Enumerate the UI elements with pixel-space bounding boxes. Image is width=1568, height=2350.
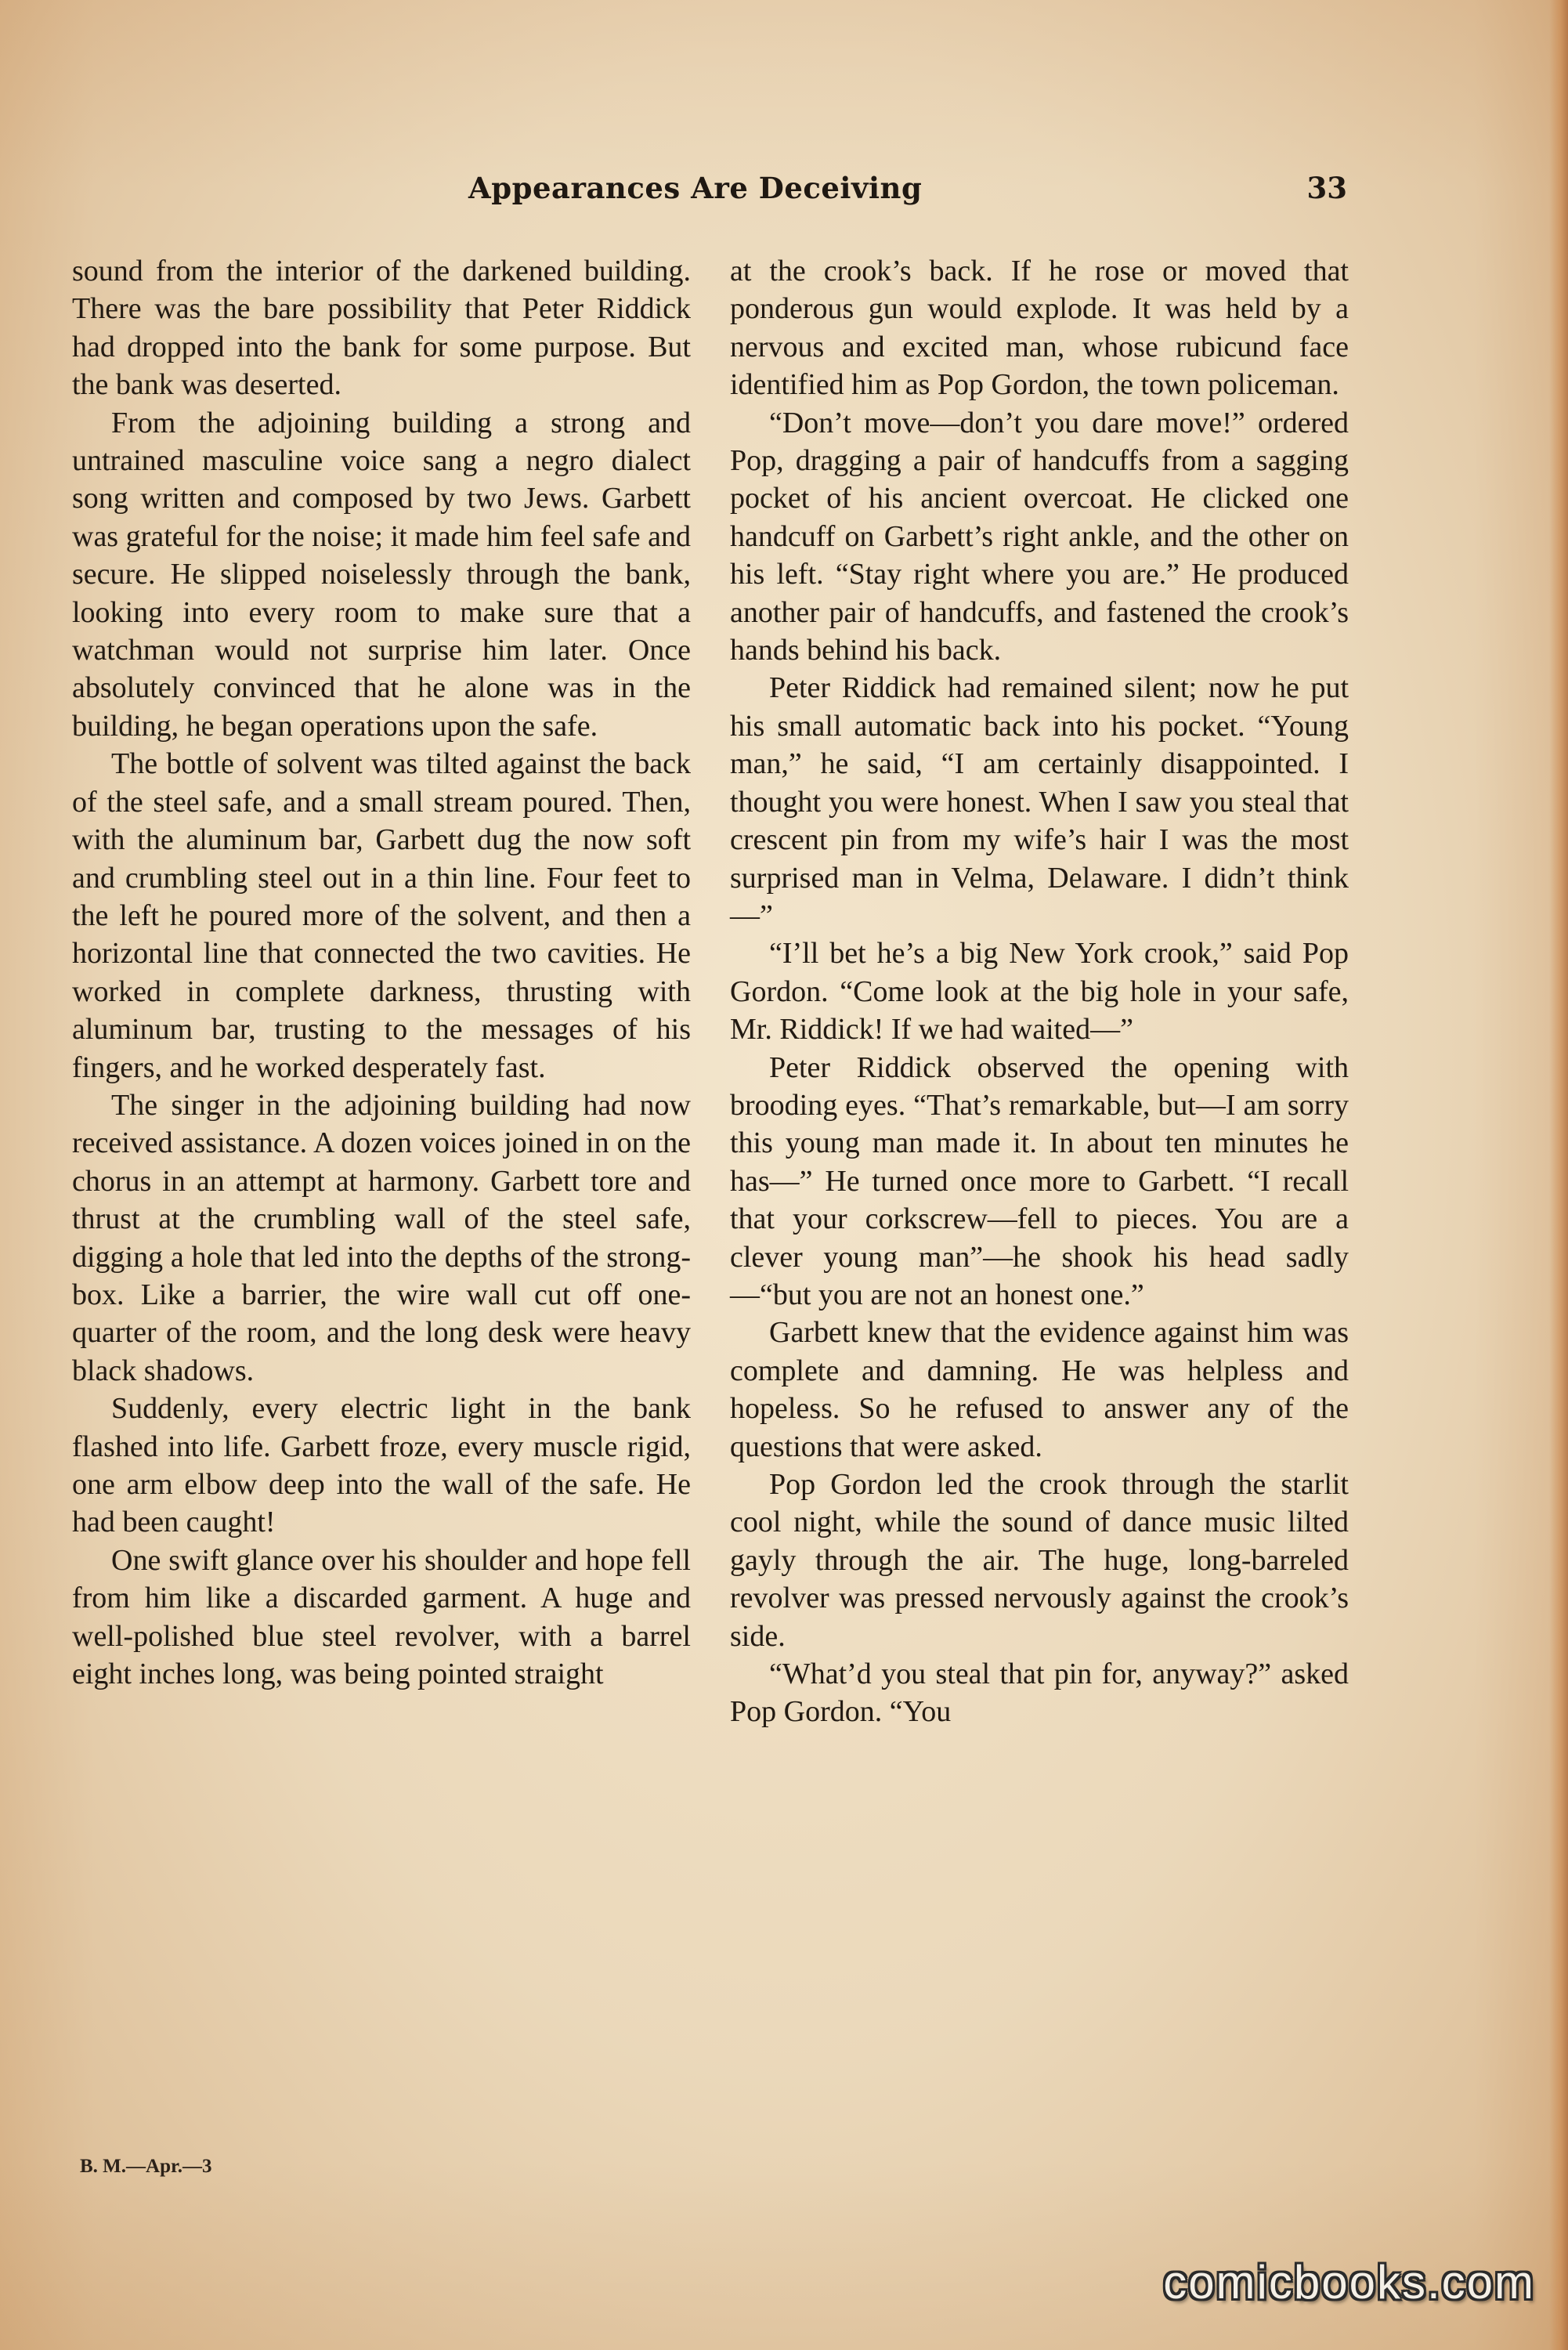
- paragraph: sound from the interior of the darkened building. There was the bare possibility that Peter Riddick had dropped into the bank for some purpose. But the bank was deserted.: [72, 255, 691, 402]
- watermark: comicbooks.com: [1163, 2256, 1535, 2308]
- paragraph: One swift glance over his shoulder and hope fell from him like a discarded garment. A huge and well-polished blue steel revolver, with a barrel eight inches long, was being pointed straight: [72, 1543, 691, 1691]
- paragraph: “I’ll bet he’s a big New York crook,” said Pop Gordon. “Come look at the big hole in your safe, Mr. Riddick! If we had waited—”: [730, 937, 1349, 1047]
- text-column-right: [730, 252, 1349, 1731]
- running-title: Appearances Are Deceiving: [468, 171, 923, 205]
- paragraph: The bottle of solvent was tilted against the back of the steel safe, and a small stream poured. Then, with the aluminum bar, Garbett dug the now soft and crumbling steel out in a thin line. Four feet to the left he poured more of the solvent, and then a horizontal line that connected the two cavities. He worked in complete darkness, thrusting with aluminum bar, trusting to the messages of his fingers, and he worked desperately fast.: [72, 747, 691, 1084]
- paragraph: The singer in the adjoining building had now received assistance. A dozen voices joined in on the chorus in an attempt at harmony. Garbett tore and thrust at the crumbling wall of the steel safe, digging a hole that led into the depths of the strong-box. Like a barrier, the wire wall cut off one-quarter of the room, and the long desk were heavy black shadows.: [72, 1088, 691, 1387]
- paragraph: Pop Gordon led the crook through the starlit cool night, while the sound of dance music lilted gayly through the air. The huge, long-barreled revolver was pressed nervously against the crook’s side.: [730, 1468, 1349, 1653]
- paragraph: “Don’t move—don’t you dare move!” ordered Pop, dragging a pair of handcuffs from a sagging pocket of his ancient overcoat. He clicked one handcuff on Garbett’s right ankle, and the other on his left. “Stay right where you are.” He produced another pair of handcuffs, and fastened the crook’s hands behind his back.: [730, 406, 1349, 667]
- paragraph: Peter Riddick had remained silent; now he put his small automatic back into his pocket. “Young man,” he said, “I am certainly disappointed. I thought you were honest. When I saw you steal that crescent pin from my wife’s hair I was the most surprised man in Velma, Delaware. I didn’t think—”: [730, 671, 1349, 932]
- signature-mark: B. M.—Apr.—3: [80, 2156, 212, 2177]
- paragraph: Suddenly, every electric light in the bank flashed into life. Garbett froze, every muscle rigid, one arm elbow deep into the wall of the safe. He had been caught!: [72, 1392, 691, 1539]
- paragraph: Peter Riddick observed the opening with brooding eyes. “That’s remarkable, but—I am sorry this young man made it. In about ten minutes he has—” He turned once more to Garbett. “I recall that your corkscrew—fell to pieces. You are a clever young man”—he shook his head sadly—“but you are not an honest one.”: [730, 1050, 1349, 1311]
- paragraph: at the crook’s back. If he rose or moved that ponderous gun would explode. It was held by a nervous and excited man, whose rubicund face identified him as Pop Gordon, the town policeman.: [730, 255, 1349, 402]
- paragraph: “What’d you steal that pin for, anyway?” asked Pop Gordon. “You: [730, 1658, 1349, 1729]
- page-number: 33: [1306, 171, 1347, 205]
- page-edge-shadow: [1549, 0, 1568, 2350]
- text-column-left: [72, 252, 691, 1693]
- paragraph: From the adjoining building a strong and untrained masculine voice sang a negro dialect song written and composed by two Jews. Garbett was grateful for the noise; it made him feel safe and secure. He slipped noiselessly through the bank, looking into every room to make sure that a watchman would not surprise him later. Once absolutely convinced that he alone was in the building, he began operations upon the safe.: [72, 406, 691, 743]
- paragraph: Garbett knew that the evidence against him was complete and damning. He was helpless and hopeless. So he refused to answer any of the questions that were asked.: [730, 1316, 1349, 1463]
